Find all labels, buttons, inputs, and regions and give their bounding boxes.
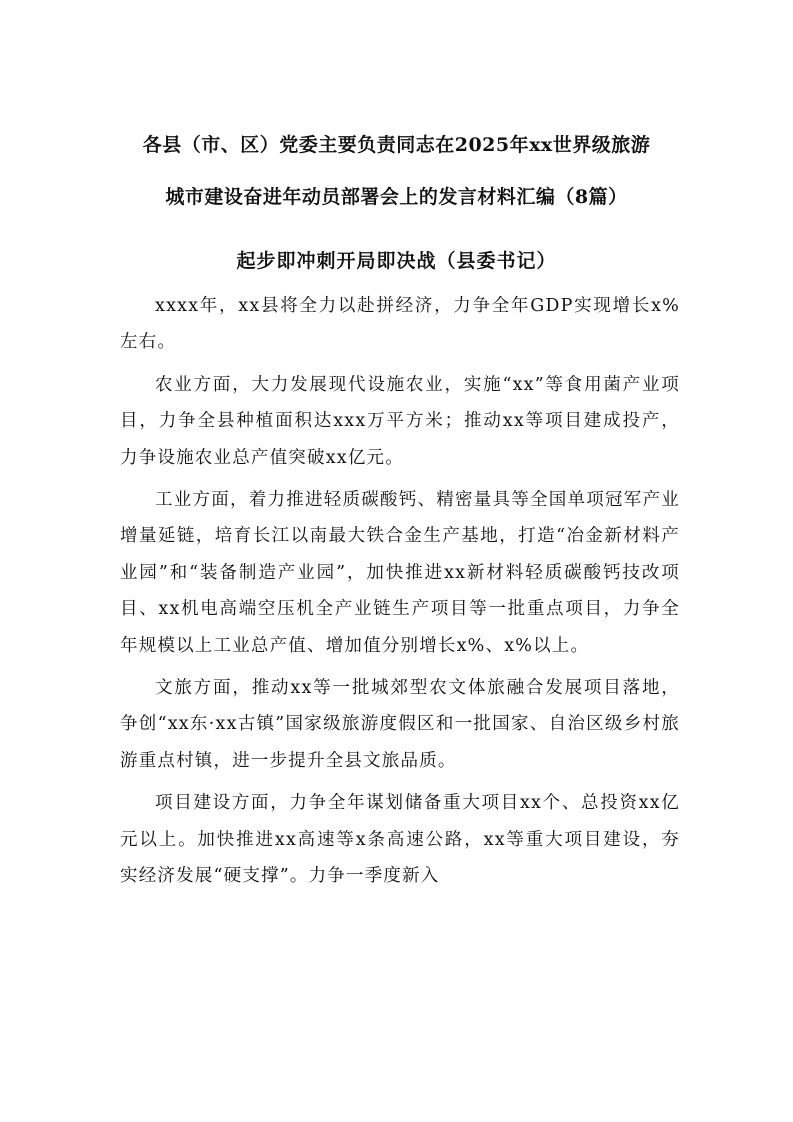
document-body (120, 288, 680, 901)
paragraph-gdp: xxxx年，xx县将全力以赴拼经济，力争全年GDP实现增长x%左右。 (120, 296, 680, 353)
paragraph-industry: 工业方面，着力推进轻质碳酸钙、精密量具等全国单项冠军产业增量延链，培育长江以南最大铁合金生产基地，打造“冶金新材料产业园”和“装备制造产业园”，加快推进xx新材料轻质碳酸钙技改项目、xx机电高端空压机全产业链生产项目等一批重点项目，力争全年规模以上工业总产值、增加值分别增长x%、x%以上。 (120, 490, 680, 656)
document-title-line-1: 各县（市、区）党委主要负责同志在2025年xx世界级旅游 (142, 134, 651, 156)
paragraph-agriculture: 农业方面，大力发展现代设施农业，实施“xx”等食用菌产业项目，力争全县种植面积达xxx万平方米；推动xx等项目建成投产，力争设施农业总产值突破xx亿元。 (120, 374, 680, 468)
paragraph-culture-tourism: 文旅方面，推动xx等一批城郊型农文体旅融合发展项目落地，争创“xx东·xx古镇”国家级旅游度假区和一批国家、自治区级乡村旅游重点村镇，进一步提升全县文旅品质。 (120, 678, 680, 771)
section-heading: 起步即冲刺开局即决战（县委书记） (236, 250, 557, 272)
paragraph-project-construction: 项目建设方面，力争全年谋划储备重大项目xx个、总投资xx亿元以上。加快推进xx高速等x条高速公路，xx等重大项目建设，夯实经济发展“硬支撑”。力争一季度新入 (120, 793, 680, 887)
document-title-line-2: 城市建设奋进年动员部署会上的发言材料汇编（8篇） (165, 186, 628, 208)
